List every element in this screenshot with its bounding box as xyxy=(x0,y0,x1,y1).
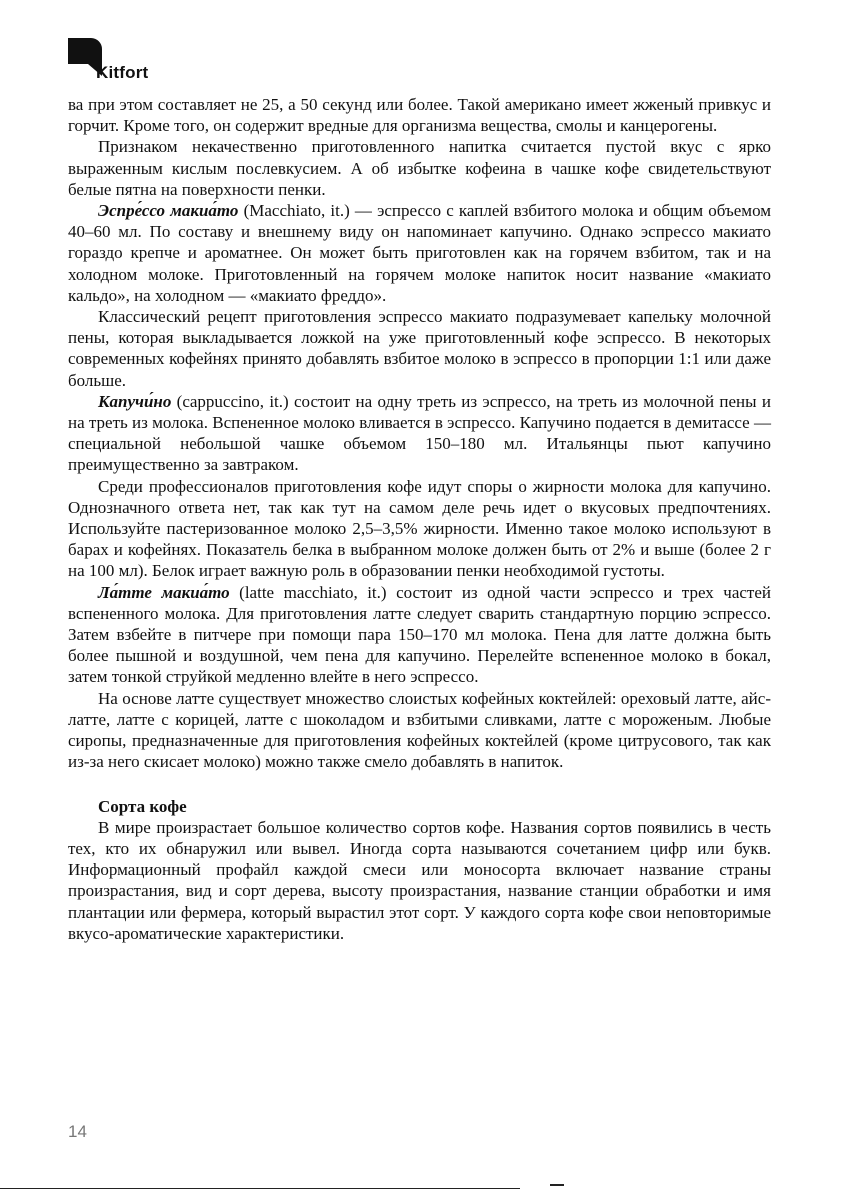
brand-name: Kitfort xyxy=(96,63,149,82)
bottom-divider xyxy=(0,1188,520,1189)
paragraph: На основе латте существует множество слоистых кофейных коктейлей: ореховый латте, айс-латте, латте с корицей, латте с шоколадом и взбитыми сливками, латте с мороженым. Любые сиропы, предназначенные для приготовления кофейных коктейлей (кроме цитрусового, так как из-за него скисает молоко) можно также смело добавлять в напиток. xyxy=(68,688,771,772)
page-number: 14 xyxy=(68,1122,87,1141)
term-cappuccino: Капучи́но xyxy=(98,391,172,411)
paragraph: В мире произрастает большое количество сортов кофе. Названия сортов появились в честь тех, кто их обнаружил или вывел. Иногда сорта называются сочетанием цифр или букв. Информационный профайл каждой смеси или моносорта включает название страны произрастания, вид и сорт дерева, высоту произрастания, название станции обработки и имя плантации или фермера, который вырастил этот сорт. У каждого сорта кофе свои неповторимые вкусо-ароматические характеристики. xyxy=(68,817,771,943)
paragraph-text: (cappuccino, it.) состоит на одну треть из эспрессо, на треть из молочной пены и на треть из молока. Вспененное молоко вливается в эспрессо. Капучино подается в демитассе — специальной небольшой чашке объемом 150–180 мл. Итальянцы пьют капучино преимущественно за завтраком. xyxy=(68,391,771,475)
paragraph xyxy=(68,391,771,476)
crop-mark xyxy=(550,1184,564,1186)
term-latte-macchiato: Ла́тте макиа́то xyxy=(98,582,230,602)
term-espresso-macchiato: Эспре́ссо макиа́то xyxy=(98,201,239,221)
paragraph-text: (Macchiato, it.) — эспрессо с каплей взбитого молока и общим объемом 40–60 мл. По составу и внешнему виду он напоминает капучино. Однако эспрессо макиато гораздо крепче и ароматнее. Он может быть приготовлен как на горячем взбитом, так и на холодном молоке. Приготовленный на горячем молоке напиток носит название «макиато кальдо», на холодном — «макиато фреддо». xyxy=(68,201,772,305)
section-heading: Сорта кофе xyxy=(98,796,187,816)
paragraph: Среди профессионалов приготовления кофе идут споры о жирности молока для капучино. Однозначного ответа нет, так как тут на самом деле речь идет о вкусовых предпочтениях. Используйте пастеризованное молоко 2,5–3,5% жирности. Именно такое молоко используют в барах и кофейнях. Показатель белка в выбранном молоке должен быть от 2% и выше (более 2 г на 100 мл). Белок играет важную роль в образовании пенки необходимой густоты. xyxy=(68,476,771,581)
paragraph xyxy=(68,200,771,306)
paragraph xyxy=(68,582,771,688)
paragraph: ва при этом составляет не 25, а 50 секунд или более. Такой американо имеет жженый привкус и горчит. Кроме того, он содержит вредные для организма вещества, смолы и канцерогены. xyxy=(68,95,771,136)
paragraph-text: (latte macchiato, it.) состоит из одной части эспрессо и трех частей вспененного молока. Для приготовления латте следует сварить стандартную порцию эспрессо. Затем взбейте в питчере при помощи пара 150–170 мл молока. Пена для латте должна быть более пышной и воздушной, чем пена для капучино. Перелейте вспененное молоко в бокал, затем тонкой струйкой медленно влейте в него эспрессо. xyxy=(68,582,771,687)
paragraph: Классический рецепт приготовления эспрессо макиато подразумевает капельку молочной пены, которая выкладывается ложкой на уже приготовленный кофе эспрессо. В некоторых современных кофейнях принято добавлять взбитое молоко в эспрессо в пропорции 1:1 или даже больше. xyxy=(68,307,771,390)
paragraph: Признаком некачественно приготовленного напитка считается пустой вкус с ярко выраженным кислым послевкусием. А об избытке кофеина в чашке кофе свидетельствуют белые пятна на поверхности пенки. xyxy=(68,137,771,199)
brand-logo xyxy=(68,38,188,90)
page-content xyxy=(68,94,771,944)
